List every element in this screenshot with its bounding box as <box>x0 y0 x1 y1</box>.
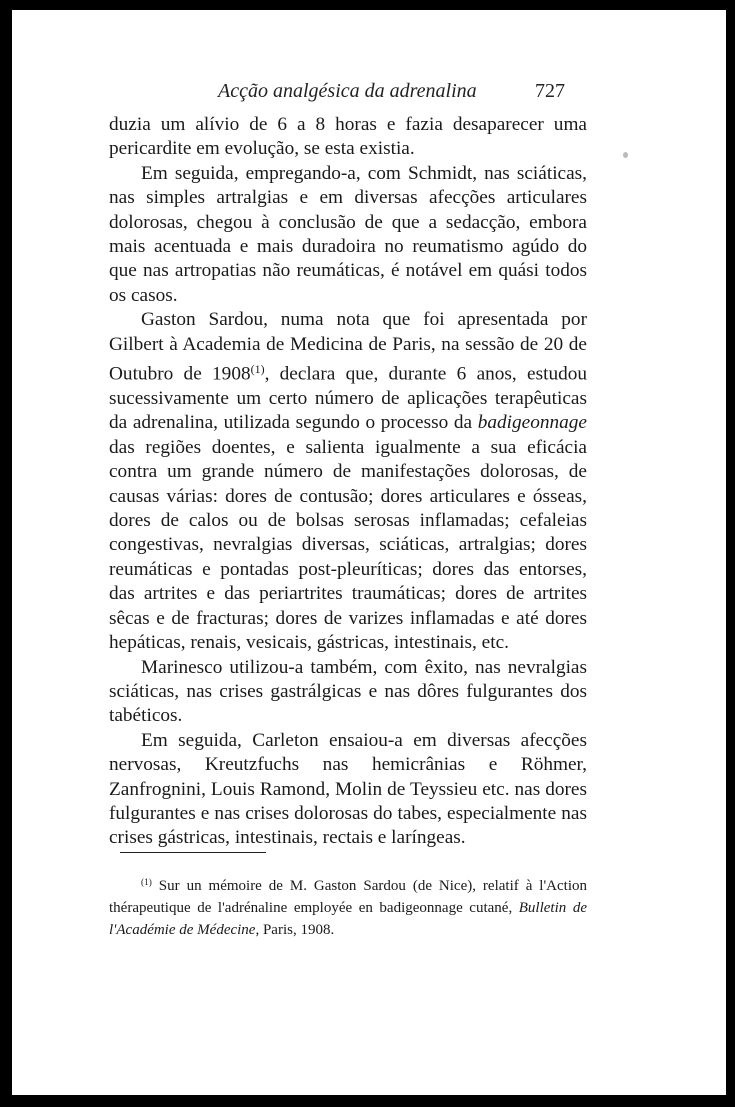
paper-speck <box>623 152 628 158</box>
paragraph-3-text-c: das regiões doentes, e salienta igualmente a sua eficácia contra um grande número de manifestações dolorosas, de causas várias: dores de contusão; dores articulares e ósseas, dores de calos ou de bolsas serosas inflamadas; cefaleias congestivas, nevralgias diversas, sciáticas, artralgias; dores reumáticas e pontadas post-pleuríticas; dores das entorses, das artrites e das periartrites traumáticas; dores de artrites sêcas e de fracturas; dores de varizes inflamadas e até dores hepáticas, renais, vesicais, gástricas, intestinais, etc. <box>109 436 587 654</box>
book-page <box>12 10 726 1095</box>
footnote-text-b: , Paris, 1908. <box>255 922 335 939</box>
paragraph-4: Marinesco utilizou-a também, com êxito, nas nevralgias sciáticas, nas crises gastrálgicas e nas dôres fulgurantes dos tabéticos. <box>109 656 587 727</box>
page-number: 727 <box>535 80 565 102</box>
footnote-mark: (1) <box>141 878 152 888</box>
paragraph-1: duzia um alívio de 6 a 8 horas e fazia desaparecer uma pericardite em evolução, se esta existia. <box>109 114 587 160</box>
page-header <box>12 80 726 108</box>
footnote-divider <box>120 852 266 853</box>
paragraph-3 <box>109 308 587 655</box>
body-text <box>109 113 587 851</box>
footnote-text-a: Sur un mémoire de M. Gaston Sardou (de Nice), relatif à l'Action thérapeutique de l'adrénaline employée en badigeonnage cutané, <box>109 878 587 917</box>
paragraph-3-text-a: Gaston Sardou, numa nota que foi apresentada por Gilbert à Academia de Medicina de Paris, na sessão de 20 de Outubro de 1908 <box>109 309 587 385</box>
paragraph-2: Em seguida, empregando-a, com Schmidt, nas sciáticas, nas simples artralgias e em diversas afecções articulares dolorosas, chegou à conclusão de que a sedacção, embora mais acentuada e mais duradoira no reumatismo agúdo do que nas artropatias não reumáticas, é notável em quási todos os casos. <box>109 162 587 306</box>
paragraph-3-text-b: , declara que, durante 6 anos, estudou sucessivamente um certo número de aplicações terapêuticas da adrenalina, utilizada segundo o processo da <box>109 363 588 434</box>
footnote <box>109 872 587 941</box>
footnote-journal-title: Bulletin de l'Académie de Médecine <box>109 900 587 939</box>
paragraph-5: Em seguida, Carleton ensaiou-a em diversas afecções nervosas, Kreutzfuchs nas hemicrânias e Röhmer, Zanfrognini, Louis Ramond, Molin de Teyssieu etc. nas dores fulgurantes e nas crises dolorosas do tabes, especialmente nas crises gástricas, intestinais, rectais e laríngeas. <box>109 729 587 849</box>
running-title: Acção analgésica da adrenalina <box>218 80 477 102</box>
footnote-paragraph <box>109 872 587 941</box>
footnote-reference: (1) <box>250 362 265 377</box>
paragraph-3-italic-term: badigeonnage <box>477 412 587 434</box>
